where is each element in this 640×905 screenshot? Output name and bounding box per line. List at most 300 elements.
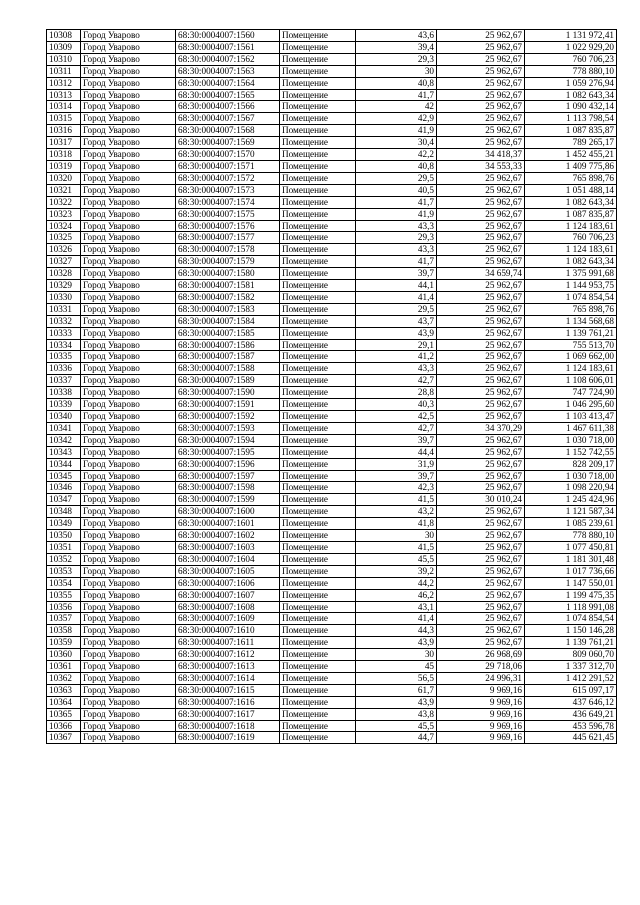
- city-cell: Город Уварово: [81, 506, 176, 518]
- total-value-cell: 1 139 761,21: [525, 327, 617, 339]
- cadastral-number-cell: 68:30:0004007:1591: [176, 399, 280, 411]
- cadastral-number-cell: 68:30:0004007:1566: [176, 101, 280, 113]
- row-number: 10314: [47, 101, 81, 113]
- property-type-cell: Помещение: [280, 160, 356, 172]
- row-number: 10343: [47, 446, 81, 458]
- row-number: 10341: [47, 422, 81, 434]
- city-cell: Город Уварово: [81, 351, 176, 363]
- property-type-cell: Помещение: [280, 375, 356, 387]
- total-value-cell: 1 103 413,47: [525, 411, 617, 423]
- row-number: 10333: [47, 327, 81, 339]
- row-number: 10345: [47, 470, 81, 482]
- total-value-cell: 453 596,78: [525, 720, 617, 732]
- city-cell: Город Уварово: [81, 65, 176, 77]
- city-cell: Город Уварово: [81, 125, 176, 137]
- cadastral-number-cell: 68:30:0004007:1605: [176, 565, 280, 577]
- property-type-cell: Помещение: [280, 113, 356, 125]
- cadastral-number-cell: 68:30:0004007:1619: [176, 732, 280, 744]
- cadastral-number-cell: 68:30:0004007:1598: [176, 482, 280, 494]
- row-number: 10359: [47, 637, 81, 649]
- city-cell: Город Уварово: [81, 399, 176, 411]
- table-row: [47, 661, 617, 673]
- total-value-cell: 445 621,45: [525, 732, 617, 744]
- table-row: [47, 613, 617, 625]
- row-number: 10354: [47, 577, 81, 589]
- city-cell: Город Уварово: [81, 601, 176, 613]
- price-per-m2-cell: 25 962,67: [437, 41, 525, 53]
- table-row: [47, 101, 617, 113]
- total-value-cell: 765 898,76: [525, 172, 617, 184]
- cadastral-number-cell: 68:30:0004007:1587: [176, 351, 280, 363]
- row-number: 10357: [47, 613, 81, 625]
- area-cell: 42: [356, 101, 437, 113]
- row-number: 10317: [47, 137, 81, 149]
- row-number: 10334: [47, 339, 81, 351]
- city-cell: Город Уварово: [81, 494, 176, 506]
- total-value-cell: 1 113 798,54: [525, 113, 617, 125]
- area-cell: 40,8: [356, 160, 437, 172]
- city-cell: Город Уварово: [81, 649, 176, 661]
- table-row: [47, 434, 617, 446]
- cadastral-number-cell: 68:30:0004007:1592: [176, 411, 280, 423]
- row-number: 10315: [47, 113, 81, 125]
- property-type-cell: Помещение: [280, 553, 356, 565]
- city-cell: Город Уварово: [81, 30, 176, 42]
- total-value-cell: 1 051 488,14: [525, 184, 617, 196]
- cadastral-number-cell: 68:30:0004007:1589: [176, 375, 280, 387]
- total-value-cell: 1 098 220,94: [525, 482, 617, 494]
- row-number: 10344: [47, 458, 81, 470]
- area-cell: 39,7: [356, 268, 437, 280]
- row-number: 10309: [47, 41, 81, 53]
- cadastral-number-cell: 68:30:0004007:1602: [176, 530, 280, 542]
- city-cell: Город Уварово: [81, 101, 176, 113]
- row-number: 10312: [47, 77, 81, 89]
- price-per-m2-cell: 25 962,67: [437, 77, 525, 89]
- price-per-m2-cell: 25 962,67: [437, 291, 525, 303]
- cadastral-number-cell: 68:30:0004007:1576: [176, 220, 280, 232]
- table-row: [47, 315, 617, 327]
- price-per-m2-cell: 25 962,67: [437, 30, 525, 42]
- total-value-cell: 809 060,70: [525, 649, 617, 661]
- price-per-m2-cell: 25 962,67: [437, 256, 525, 268]
- property-type-cell: Помещение: [280, 89, 356, 101]
- area-cell: 30: [356, 649, 437, 661]
- area-cell: 39,7: [356, 434, 437, 446]
- table-row: [47, 89, 617, 101]
- property-type-cell: Помещение: [280, 541, 356, 553]
- row-number: 10352: [47, 553, 81, 565]
- table-row: [47, 280, 617, 292]
- city-cell: Город Уварово: [81, 41, 176, 53]
- property-type-cell: Помещение: [280, 434, 356, 446]
- area-cell: 42,5: [356, 411, 437, 423]
- table-body: [47, 30, 617, 744]
- property-type-cell: Помещение: [280, 208, 356, 220]
- table-row: [47, 672, 617, 684]
- total-value-cell: 1 118 991,08: [525, 601, 617, 613]
- property-type-cell: Помещение: [280, 601, 356, 613]
- table-row: [47, 696, 617, 708]
- city-cell: Город Уварово: [81, 625, 176, 637]
- city-cell: Город Уварово: [81, 184, 176, 196]
- cadastral-number-cell: 68:30:0004007:1569: [176, 137, 280, 149]
- table-row: [47, 65, 617, 77]
- row-number: 10360: [47, 649, 81, 661]
- cadastral-number-cell: 68:30:0004007:1600: [176, 506, 280, 518]
- price-per-m2-cell: 9 969,16: [437, 708, 525, 720]
- property-type-cell: Помещение: [280, 339, 356, 351]
- area-cell: 43,1: [356, 601, 437, 613]
- city-cell: Город Уварово: [81, 280, 176, 292]
- price-per-m2-cell: 25 962,67: [437, 553, 525, 565]
- city-cell: Город Уварово: [81, 470, 176, 482]
- city-cell: Город Уварово: [81, 637, 176, 649]
- price-per-m2-cell: 25 962,67: [437, 303, 525, 315]
- property-type-cell: Помещение: [280, 220, 356, 232]
- price-per-m2-cell: 25 962,67: [437, 125, 525, 137]
- total-value-cell: 1 181 301,48: [525, 553, 617, 565]
- total-value-cell: 1 121 587,34: [525, 506, 617, 518]
- city-cell: Город Уварово: [81, 696, 176, 708]
- property-type-cell: Помещение: [280, 101, 356, 113]
- table-row: [47, 411, 617, 423]
- total-value-cell: 1 074 854,54: [525, 613, 617, 625]
- row-number: 10335: [47, 351, 81, 363]
- price-per-m2-cell: 25 962,67: [437, 315, 525, 327]
- area-cell: 43,7: [356, 315, 437, 327]
- row-number: 10322: [47, 196, 81, 208]
- price-per-m2-cell: 25 962,67: [437, 280, 525, 292]
- cadastral-number-cell: 68:30:0004007:1579: [176, 256, 280, 268]
- cadastral-number-cell: 68:30:0004007:1613: [176, 661, 280, 673]
- property-type-cell: Помещение: [280, 518, 356, 530]
- property-type-cell: Помещение: [280, 613, 356, 625]
- total-value-cell: 1 147 550,01: [525, 577, 617, 589]
- area-cell: 43,2: [356, 506, 437, 518]
- property-type-cell: Помещение: [280, 172, 356, 184]
- property-type-cell: Помещение: [280, 387, 356, 399]
- total-value-cell: 1 144 953,75: [525, 280, 617, 292]
- cadastral-number-cell: 68:30:0004007:1616: [176, 696, 280, 708]
- total-value-cell: 1 017 736,66: [525, 565, 617, 577]
- area-cell: 44,2: [356, 577, 437, 589]
- total-value-cell: 1 022 929,20: [525, 41, 617, 53]
- row-number: 10349: [47, 518, 81, 530]
- row-number: 10339: [47, 399, 81, 411]
- city-cell: Город Уварово: [81, 530, 176, 542]
- property-type-cell: Помещение: [280, 41, 356, 53]
- table-row: [47, 160, 617, 172]
- price-per-m2-cell: 25 962,67: [437, 244, 525, 256]
- area-cell: 44,7: [356, 732, 437, 744]
- property-type-cell: Помещение: [280, 125, 356, 137]
- table-row: [47, 518, 617, 530]
- cadastral-number-cell: 68:30:0004007:1573: [176, 184, 280, 196]
- total-value-cell: 1 082 643,34: [525, 89, 617, 101]
- cadastral-number-cell: 68:30:0004007:1570: [176, 149, 280, 161]
- area-cell: 45,5: [356, 553, 437, 565]
- city-cell: Город Уварово: [81, 244, 176, 256]
- area-cell: 41,9: [356, 208, 437, 220]
- area-cell: 45: [356, 661, 437, 673]
- row-number: 10319: [47, 160, 81, 172]
- row-number: 10365: [47, 708, 81, 720]
- cadastral-number-cell: 68:30:0004007:1583: [176, 303, 280, 315]
- price-per-m2-cell: 9 969,16: [437, 696, 525, 708]
- row-number: 10331: [47, 303, 81, 315]
- area-cell: 43,9: [356, 696, 437, 708]
- city-cell: Город Уварово: [81, 172, 176, 184]
- price-per-m2-cell: 30 010,24: [437, 494, 525, 506]
- table-row: [47, 482, 617, 494]
- city-cell: Город Уварово: [81, 268, 176, 280]
- table-row: [47, 589, 617, 601]
- table-row: [47, 363, 617, 375]
- cadastral-number-cell: 68:30:0004007:1618: [176, 720, 280, 732]
- table-row: [47, 387, 617, 399]
- table-row: [47, 553, 617, 565]
- row-number: 10361: [47, 661, 81, 673]
- cadastral-number-cell: 68:30:0004007:1601: [176, 518, 280, 530]
- table-row: [47, 137, 617, 149]
- cadastral-number-cell: 68:30:0004007:1612: [176, 649, 280, 661]
- cadastral-number-cell: 68:30:0004007:1565: [176, 89, 280, 101]
- cadastral-number-cell: 68:30:0004007:1611: [176, 637, 280, 649]
- document-page: [46, 29, 616, 744]
- price-per-m2-cell: 34 418,37: [437, 149, 525, 161]
- row-number: 10330: [47, 291, 81, 303]
- cadastral-number-cell: 68:30:0004007:1585: [176, 327, 280, 339]
- cadastral-number-cell: 68:30:0004007:1574: [176, 196, 280, 208]
- area-cell: 41,5: [356, 494, 437, 506]
- price-per-m2-cell: 25 962,67: [437, 65, 525, 77]
- area-cell: 46,2: [356, 589, 437, 601]
- area-cell: 42,2: [356, 149, 437, 161]
- total-value-cell: 1 074 854,54: [525, 291, 617, 303]
- cadastral-number-cell: 68:30:0004007:1593: [176, 422, 280, 434]
- area-cell: 41,2: [356, 351, 437, 363]
- area-cell: 39,4: [356, 41, 437, 53]
- property-type-cell: Помещение: [280, 411, 356, 423]
- total-value-cell: 1 134 568,68: [525, 315, 617, 327]
- table-row: [47, 530, 617, 542]
- property-type-cell: Помещение: [280, 506, 356, 518]
- row-number: 10364: [47, 696, 81, 708]
- cadastral-number-cell: 68:30:0004007:1568: [176, 125, 280, 137]
- city-cell: Город Уварово: [81, 339, 176, 351]
- city-cell: Город Уварово: [81, 720, 176, 732]
- row-number: 10332: [47, 315, 81, 327]
- city-cell: Город Уварово: [81, 375, 176, 387]
- cadastral-number-cell: 68:30:0004007:1617: [176, 708, 280, 720]
- area-cell: 29,5: [356, 303, 437, 315]
- total-value-cell: 1 375 991,68: [525, 268, 617, 280]
- row-number: 10342: [47, 434, 81, 446]
- cadastral-number-cell: 68:30:0004007:1606: [176, 577, 280, 589]
- row-number: 10328: [47, 268, 81, 280]
- area-cell: 41,7: [356, 196, 437, 208]
- row-number: 10362: [47, 672, 81, 684]
- property-type-cell: Помещение: [280, 256, 356, 268]
- city-cell: Город Уварово: [81, 256, 176, 268]
- property-type-cell: Помещение: [280, 363, 356, 375]
- table-row: [47, 565, 617, 577]
- price-per-m2-cell: 25 962,67: [437, 208, 525, 220]
- table-row: [47, 649, 617, 661]
- cadastral-number-cell: 68:30:0004007:1581: [176, 280, 280, 292]
- city-cell: Город Уварово: [81, 327, 176, 339]
- area-cell: 42,7: [356, 422, 437, 434]
- table-row: [47, 351, 617, 363]
- area-cell: 29,5: [356, 172, 437, 184]
- property-type-cell: Помещение: [280, 661, 356, 673]
- price-per-m2-cell: 25 962,67: [437, 351, 525, 363]
- table-row: [47, 125, 617, 137]
- cadastral-number-cell: 68:30:0004007:1615: [176, 684, 280, 696]
- area-cell: 43,9: [356, 327, 437, 339]
- total-value-cell: 1 131 972,41: [525, 30, 617, 42]
- property-type-cell: Помещение: [280, 720, 356, 732]
- price-per-m2-cell: 25 962,67: [437, 411, 525, 423]
- total-value-cell: 778 880,10: [525, 530, 617, 542]
- area-cell: 44,3: [356, 625, 437, 637]
- row-number: 10325: [47, 232, 81, 244]
- area-cell: 30: [356, 65, 437, 77]
- table-row: [47, 470, 617, 482]
- total-value-cell: 789 265,17: [525, 137, 617, 149]
- price-per-m2-cell: 29 718,06: [437, 661, 525, 673]
- area-cell: 30,4: [356, 137, 437, 149]
- total-value-cell: 1 030 718,00: [525, 470, 617, 482]
- area-cell: 43,6: [356, 30, 437, 42]
- city-cell: Город Уварово: [81, 363, 176, 375]
- property-type-cell: Помещение: [280, 351, 356, 363]
- cadastral-number-cell: 68:30:0004007:1595: [176, 446, 280, 458]
- property-type-cell: Помещение: [280, 244, 356, 256]
- property-type-cell: Помещение: [280, 77, 356, 89]
- cadastral-number-cell: 68:30:0004007:1597: [176, 470, 280, 482]
- table-row: [47, 232, 617, 244]
- table-row: [47, 244, 617, 256]
- city-cell: Город Уварово: [81, 137, 176, 149]
- total-value-cell: 615 097,17: [525, 684, 617, 696]
- property-type-cell: Помещение: [280, 30, 356, 42]
- property-type-cell: Помещение: [280, 494, 356, 506]
- row-number: 10338: [47, 387, 81, 399]
- table-row: [47, 291, 617, 303]
- row-number: 10326: [47, 244, 81, 256]
- city-cell: Город Уварово: [81, 422, 176, 434]
- table-row: [47, 41, 617, 53]
- total-value-cell: 1 090 432,14: [525, 101, 617, 113]
- total-value-cell: 1 199 475,35: [525, 589, 617, 601]
- table-row: [47, 637, 617, 649]
- price-per-m2-cell: 25 962,67: [437, 601, 525, 613]
- property-type-cell: Помещение: [280, 577, 356, 589]
- price-per-m2-cell: 34 659,74: [437, 268, 525, 280]
- city-cell: Город Уварово: [81, 541, 176, 553]
- property-type-cell: Помещение: [280, 589, 356, 601]
- area-cell: 44,1: [356, 280, 437, 292]
- cadastral-number-cell: 68:30:0004007:1614: [176, 672, 280, 684]
- cadastral-number-cell: 68:30:0004007:1571: [176, 160, 280, 172]
- area-cell: 40,8: [356, 77, 437, 89]
- area-cell: 41,4: [356, 291, 437, 303]
- price-per-m2-cell: 25 962,67: [437, 446, 525, 458]
- row-number: 10321: [47, 184, 81, 196]
- price-per-m2-cell: 25 962,67: [437, 458, 525, 470]
- price-per-m2-cell: 25 962,67: [437, 196, 525, 208]
- price-per-m2-cell: 24 996,31: [437, 672, 525, 684]
- city-cell: Город Уварово: [81, 160, 176, 172]
- row-number: 10351: [47, 541, 81, 553]
- table-row: [47, 303, 617, 315]
- total-value-cell: 436 649,21: [525, 708, 617, 720]
- cadastral-number-cell: 68:30:0004007:1610: [176, 625, 280, 637]
- row-number: 10327: [47, 256, 81, 268]
- table-row: [47, 149, 617, 161]
- cadastral-number-cell: 68:30:0004007:1603: [176, 541, 280, 553]
- area-cell: 41,9: [356, 125, 437, 137]
- total-value-cell: 1 412 291,52: [525, 672, 617, 684]
- cadastral-number-cell: 68:30:0004007:1607: [176, 589, 280, 601]
- row-number: 10367: [47, 732, 81, 744]
- row-number: 10348: [47, 506, 81, 518]
- property-type-cell: Помещение: [280, 696, 356, 708]
- price-per-m2-cell: 9 969,16: [437, 720, 525, 732]
- property-type-cell: Помещение: [280, 565, 356, 577]
- area-cell: 39,2: [356, 565, 437, 577]
- property-type-cell: Помещение: [280, 137, 356, 149]
- table-row: [47, 77, 617, 89]
- total-value-cell: 1 069 662,00: [525, 351, 617, 363]
- table-row: [47, 184, 617, 196]
- cadastral-number-cell: 68:30:0004007:1561: [176, 41, 280, 53]
- price-per-m2-cell: 25 962,67: [437, 53, 525, 65]
- property-type-cell: Помещение: [280, 315, 356, 327]
- total-value-cell: 1 150 146,28: [525, 625, 617, 637]
- city-cell: Город Уварово: [81, 553, 176, 565]
- table-row: [47, 196, 617, 208]
- row-number: 10324: [47, 220, 81, 232]
- row-number: 10337: [47, 375, 81, 387]
- area-cell: 44,4: [356, 446, 437, 458]
- cadastral-number-cell: 68:30:0004007:1563: [176, 65, 280, 77]
- price-per-m2-cell: 34 553,33: [437, 160, 525, 172]
- total-value-cell: 1 030 718,00: [525, 434, 617, 446]
- cadastral-number-cell: 68:30:0004007:1580: [176, 268, 280, 280]
- table-row: [47, 708, 617, 720]
- price-per-m2-cell: 25 962,67: [437, 506, 525, 518]
- city-cell: Город Уварово: [81, 387, 176, 399]
- row-number: 10320: [47, 172, 81, 184]
- row-number: 10366: [47, 720, 81, 732]
- price-per-m2-cell: 25 962,67: [437, 625, 525, 637]
- price-per-m2-cell: 9 969,16: [437, 732, 525, 744]
- property-type-cell: Помещение: [280, 708, 356, 720]
- total-value-cell: 1 087 835,87: [525, 125, 617, 137]
- city-cell: Город Уварово: [81, 458, 176, 470]
- city-cell: Город Уварово: [81, 565, 176, 577]
- property-type-cell: Помещение: [280, 470, 356, 482]
- table-row: [47, 506, 617, 518]
- table-row: [47, 256, 617, 268]
- city-cell: Город Уварово: [81, 232, 176, 244]
- row-number: 10311: [47, 65, 81, 77]
- cadastral-number-cell: 68:30:0004007:1609: [176, 613, 280, 625]
- property-type-cell: Помещение: [280, 672, 356, 684]
